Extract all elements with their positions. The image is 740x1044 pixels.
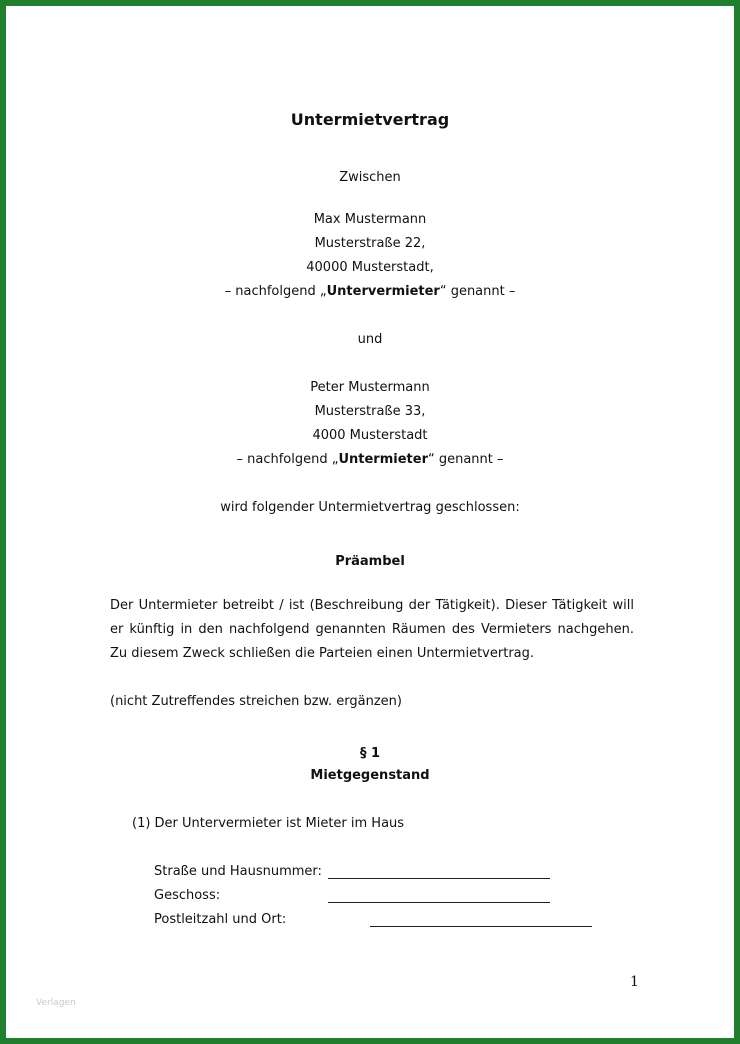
preamble-line: er künftig in den nachfolgend genannten Räumen des Vermieters nachgehen. [110,622,634,637]
tenant-designation-prefix: – nachfolgend „ [236,452,339,467]
document-page [6,6,734,1038]
field-blank-floor[interactable] [328,902,550,903]
tenant-designation-suffix: “ genannt – [427,452,504,467]
field-label-street: Straße und Hausnummer: [154,864,322,879]
tenant-street: Musterstraße 33, [314,404,426,419]
landlord-designation [6,284,734,299]
section-number: § 1 [359,746,381,761]
watermark-text: Verlagen [36,998,76,1008]
field-label-floor: Geschoss: [154,888,221,903]
preamble-line: Der Untermieter betreibt / ist (Beschreibung der Tätigkeit). Dieser Tätigkeit will [110,598,634,613]
preamble-note: (nicht Zutreffendes streichen bzw. ergänzen) [110,694,402,709]
landlord-designation-prefix: – nachfolgend „ [224,284,327,299]
tenant-designation [6,452,734,467]
landlord-street: Musterstraße 22, [314,236,426,251]
tenant-designation-role: Untermieter [338,452,428,467]
landlord-designation-suffix: “ genannt – [439,284,516,299]
landlord-name: Max Mustermann [313,212,427,227]
field-blank-postal[interactable] [370,926,592,927]
landlord-designation-role: Untervermieter [326,284,440,299]
concluded-statement: wird folgender Untermietvertrag geschlossen: [220,500,520,515]
field-blank-street[interactable] [328,878,550,879]
landlord-city: 40000 Musterstadt, [306,260,434,275]
section-heading: Mietgegenstand [310,768,430,783]
section-clause: (1) Der Untervermieter ist Mieter im Haus [132,816,405,831]
tenant-city: 4000 Musterstadt [312,428,428,443]
preamble-heading: Präambel [335,554,405,569]
between-label: Zwischen [339,170,401,185]
page-number: 1 [630,974,639,990]
and-label: und [357,332,383,347]
field-label-postal: Postleitzahl und Ort: [154,912,287,927]
document-title: Untermietvertrag [290,110,450,129]
tenant-name: Peter Mustermann [310,380,430,395]
preamble-line: Zu diesem Zweck schließen die Parteien einen Untermietvertrag. [110,646,535,661]
